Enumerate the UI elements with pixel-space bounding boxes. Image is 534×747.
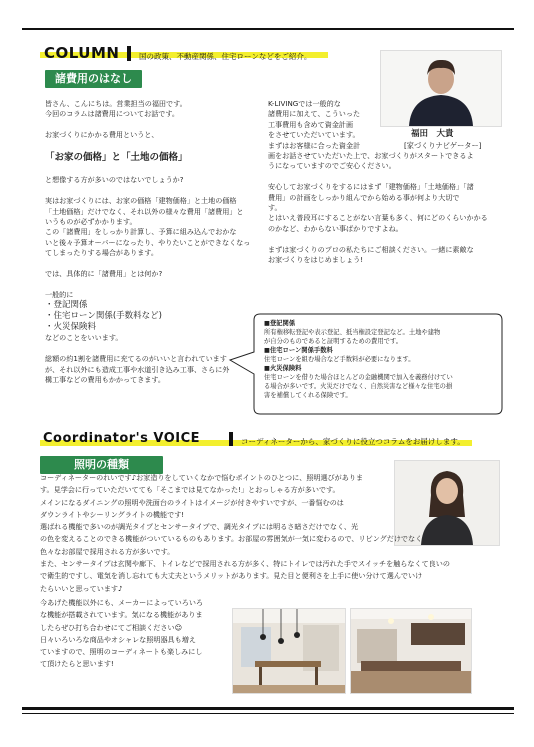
column-left-line: などのことをいいます。: [45, 333, 123, 343]
note-line: 害を補償してくれる保険です。: [264, 392, 352, 399]
voice-title: Coordinator's VOICE: [43, 431, 201, 446]
note-line: が自分のものであると証明するための費用です。: [264, 338, 403, 345]
advisor-role: [家づくりナビゲーター]: [404, 141, 482, 150]
note-text: [264, 319, 500, 400]
voice-text-top: [40, 472, 510, 595]
column-left-line: お家づくりにかかる費用というと、: [45, 130, 159, 140]
column-left-line: てしまったりする場合があります。: [45, 248, 158, 258]
column-left-line: ・登記関係: [45, 300, 88, 311]
top-rule: [22, 28, 514, 30]
voice-title-divider: [229, 432, 233, 446]
voice-line: 日々いろいろな商品やオシャレな照明器具も増え: [40, 634, 196, 644]
column-subtitle: 国の政策、不動産関係、住宅ローンなどをご紹介。: [139, 52, 312, 61]
note-line: 所有権移転登記や表示登記、抵当権設定登記など。土地や建物: [264, 329, 441, 336]
column-right-line: お家づくりをはじめましょう!: [268, 255, 364, 265]
note-line: 住宅ローンを組む場合など手数料が必要になります。: [264, 356, 415, 363]
column-left-line: と想像する方が多いのではないでしょうか?: [45, 175, 184, 185]
column-left-line: この「諸費用」をしっかり計算し、予算に組み込んでおかな: [45, 227, 237, 237]
column-right-line: のかなど、わからない事ばかりですよね。: [268, 223, 403, 233]
column-left-line: が、それ以外にも造成工事や水道引き込み工事、さらに外: [45, 364, 230, 374]
column-left-line: 「お家の価格」と「土地の価格」: [45, 152, 188, 164]
column-title: COLUMN: [44, 44, 120, 62]
column-left-line: [45, 280, 261, 290]
voice-line: ていますので、照明のコーディネートも楽しみにし: [40, 647, 203, 657]
voice-line: コーディネーターのれいです♪お家造りをしていくなかで悩むポイントのひとつに、照明選びがありま: [40, 473, 364, 482]
note-line: 住宅ローンを借りた場合ほとんどの金融機関で加入を義務付けてい: [264, 374, 453, 381]
note-line: ■住宅ローン関係手数料: [264, 347, 333, 354]
advisor-name: 福田 大貴: [411, 129, 454, 139]
column-left-line: いと後々予算オーバーになったり、やりたいことができなくなっ: [45, 237, 251, 247]
column-left-line: 実はお家づくりには、お家の価格「建物価格」と土地の価格: [45, 196, 237, 206]
column-left-line: 皆さん、こんにちは。営業担当の福田です。: [45, 99, 187, 108]
column-right-line: 費用」の計画をしっかり組んでから始める事が何より大切で: [268, 192, 460, 202]
column-left-line: 今回のコラムは諸費用についてお話です。: [45, 109, 179, 119]
note-line: る場合が多いです。火災だけでなく、自然災害など様々な住宅の損: [264, 383, 453, 390]
column-right-line: まずは家づくりのプロの私たちにご相談ください。一緒に素敵な: [268, 244, 474, 254]
voice-section-tag: 照明の種類: [40, 456, 163, 474]
voice-line: の色を変えることのできる機能がついているものもあります。お部屋の雰囲気が一気に変わるので、リビングだけでなく: [40, 534, 423, 544]
voice-subtitle: コーディネーターから、家づくりに役立つコラムをお届けします。: [241, 437, 465, 446]
column-right-line: K-LIVINGでは一般的な: [268, 99, 341, 108]
voice-line: て頂けたらと思います!: [40, 659, 114, 669]
voice-line: たらいいと思っています♪: [40, 583, 123, 593]
column-left-line: 構工事などの費用もかかってきます。: [45, 374, 166, 384]
column-right-line: [268, 172, 508, 182]
column-right-line: 工事費用も含めて資金計画: [268, 119, 354, 129]
note-line: ■火災保険料: [264, 365, 302, 372]
column-left-line: 総額の約1割を諸費用に充てるのがいいと言われています: [45, 354, 227, 364]
column-left-line: では、具体的に「諸費用」とは何か?: [45, 269, 163, 279]
voice-line: 選ばれる機能で多いのが調光タイプとセンサータイプで、調光タイプには明るさ暗さだけでなく、光: [40, 522, 359, 532]
column-left-line: [45, 186, 261, 196]
interior-photo-kitchen: [350, 608, 472, 694]
voice-line: メインになるダイニングの照明や洗面台のライトはイメージが付きやすいですが、一番悩むのは: [40, 497, 344, 507]
column-right-text: [268, 99, 508, 266]
column-left-line: ・住宅ローン関係(手数料など): [45, 311, 162, 322]
column-left-line: [45, 141, 261, 151]
column-left-line: 一般的に: [45, 289, 74, 299]
bottom-rule-thick: [22, 707, 514, 710]
column-right-line: まずはお客様に合った資金計: [268, 140, 361, 150]
column-title-divider: [127, 46, 131, 61]
column-right-line: をさせていただいています。: [268, 130, 360, 140]
column-section-tag: 諸費用のはなし: [45, 70, 142, 88]
column-left-line: [45, 165, 261, 175]
note-line: ■登記関係: [264, 320, 296, 327]
interior-photo-dining: [232, 608, 346, 694]
voice-line: な機能が搭載されています。気になる機能がありま: [40, 610, 203, 620]
voice-line: したらぜひ打ち合わせにてご相談ください☺: [40, 622, 182, 632]
column-left-line: ・火災保険料: [45, 322, 97, 333]
voice-line: す。見学会に行っていただいてても「そこまでは見てなかった!」とおっしゃる方が多いです。: [40, 485, 340, 495]
column-right-line: とはいえ普段耳にすることがない言葉も多く、何にどのくらいかかる: [268, 213, 488, 223]
column-left-line: [45, 120, 261, 130]
voice-line: で衛生的ですし、電気を消し忘れても大丈夫というメリットがあります。見た目と便利さを上手に使い分けて選んでいけ: [40, 571, 423, 581]
bottom-rule-thin: [22, 713, 514, 714]
column-right-line: 安心してお家づくりをするにはまず「建物価格」「土地価格」「諸: [268, 182, 474, 192]
voice-line: 今あげた機能以外にも、メーカーによっていろいろ: [40, 598, 204, 607]
voice-text-bottom: [40, 597, 230, 671]
column-right-line: 画をお話させていただいた上で、お家づくりがスタートできるよ: [268, 151, 474, 161]
column-right-line: す。: [268, 203, 282, 213]
voice-line: ダウンライトやシーリングライトの機能です!: [40, 509, 185, 519]
voice-line: また、センサータイプは玄関や廊下、トイレなどで採用される方が多く、特にトイレでは汚れた手でスイッチを触らなくて良いの: [40, 559, 450, 569]
column-left-line: いうものが必ずかかります。: [45, 217, 137, 227]
column-right-line: 諸費用に加えて、こういった: [268, 109, 361, 119]
column-right-line: [268, 234, 508, 244]
column-right-line: うになっていますのでご安心ください。: [268, 161, 396, 171]
voice-line: 色々なお部屋で採用される方が多いです。: [40, 546, 175, 556]
column-left-line: 「土地価格」だけでなく、それ以外の様々な費用「諸費用」と: [45, 206, 244, 216]
column-left-line: [45, 259, 261, 269]
